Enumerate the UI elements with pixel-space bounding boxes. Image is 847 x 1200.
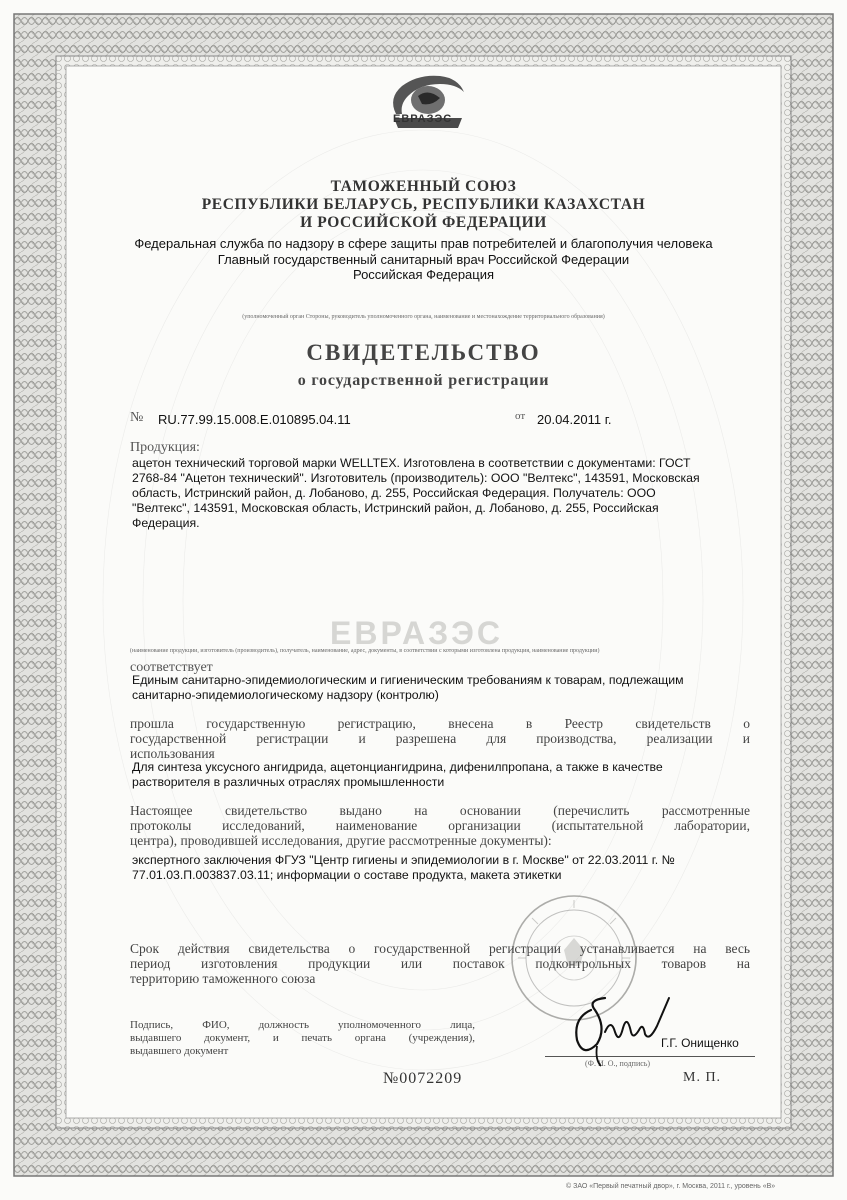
validity-line: территорию таможенного союза (130, 971, 316, 986)
basis-statement (130, 803, 750, 848)
header-line-3: И РОССИЙСКОЙ ФЕДЕРАЦИИ (300, 214, 547, 231)
basis-documents (132, 853, 772, 883)
usage-line: растворителя в различных отраслях промышленности (132, 775, 445, 789)
header-line-1: ТАМОЖЕННЫЙ СОЮЗ (330, 178, 517, 195)
compliance-requirements (132, 673, 772, 703)
registration-number: RU.77.99.15.008.Е.010895.04.11 (158, 412, 351, 427)
product-label: Продукция: (130, 440, 200, 455)
registration-statement (130, 716, 750, 761)
usage-line: Для синтеза уксусного ангидрида, ацетонциангидрина, дифенилпропана, а также в качестве (132, 760, 663, 774)
basis-line: протоколы исследований, наименование организации (испытательной лаборатории, (130, 818, 750, 833)
emblem-caption: ЕВРАЗЭС (393, 113, 453, 125)
document-subtitle: о государственной регистрации (297, 372, 550, 389)
statement-line: государственной регистрации и разрешена для производства, реализации и (130, 731, 750, 746)
signature-caption-line: выдавшего документ (130, 1045, 229, 1057)
number-label: № (130, 410, 144, 425)
product-line: Федерация. (132, 516, 200, 530)
document-title: СВИДЕТЕЛЬСТВО (306, 340, 541, 365)
product-line: "Велтекс", 143591, Московская область, Истринский район, д. Лобаново, д. 255, Российская (132, 501, 659, 515)
basis-doc-line: 77.01.03.П.003837.03.11; информации о составе продукта, макета этикетки (132, 868, 562, 882)
authority-line-1: Федеральная служба по надзору в сфере защиты прав потребителей и благополучия человека (134, 236, 713, 251)
date-label: от (515, 410, 526, 422)
product-hint: (наименование продукции, изготовитель (производитель), получатель, наименование, адрес, документы, в соответствии с которыми изготовлена продукция, наименование продукции) (130, 648, 600, 654)
signature-hint: (Ф. И. О., подпись) (585, 1059, 651, 1068)
product-line: область, Истринский район, д. Лобаново, д. 255, Российская Федерация. Получатель: ООО (132, 486, 656, 500)
printer-copyright: © ЗАО «Первый печатный двор», г. Москва, 2011 г., уровень «В» (566, 1183, 776, 1190)
compliance-line: санитарно-эпидемиологическому надзору (контролю) (132, 688, 439, 702)
basis-doc-line: экспертного заключения ФГУЗ "Центр гигиены и эпидемиологии в г. Москве" от 22.03.2011 г. № (132, 853, 675, 867)
validity-line: период изготовления продукции или поставок подконтрольных товаров на (130, 956, 750, 971)
product-description (132, 456, 772, 531)
seal-place-mark: М. П. (683, 1070, 722, 1085)
authority-line-3: Российская Федерация (352, 267, 495, 282)
product-line: ацетон технический торговой марки WELLTEX. Изготовлена в соответствии с документами: ГОСТ (132, 456, 691, 470)
compliance-label: соответствует (130, 660, 213, 675)
handwritten-signature (565, 988, 685, 1068)
serial-number: №0072209 (383, 1070, 463, 1087)
validity-line: Срок действия свидетельства о государственной регистрации устанавливается на весь (130, 941, 750, 956)
product-line: 2768-84 "Ацетон технический". Изготовитель (производитель): ООО "Велтекс", 143591, Московская (132, 471, 700, 485)
authority-line-2: Главный государственный санитарный врач Российской Федерации (217, 252, 630, 267)
signature-caption (130, 1019, 475, 1058)
watermark-text: ЕВРАЗЭС (330, 615, 504, 651)
basis-line: Настоящее свидетельство выдано на основании (перечислить рассмотренные (130, 803, 750, 818)
usage-label: использования (130, 746, 215, 761)
usage-description (132, 760, 772, 790)
signature-caption-line: выдавшего документ, и печать органа (учреждения), (130, 1032, 475, 1044)
registration-date: 20.04.2011 г. (537, 412, 612, 427)
compliance-line: Единым санитарно-эпидемиологическим и гигиеническим требованиям к товарам, подлежащим (132, 673, 684, 687)
signature-caption-line: Подпись, ФИО, должность уполномоченного лица, (130, 1019, 475, 1031)
basis-line: центра), проводившей исследования, другие рассмотренные документы): (130, 833, 552, 848)
validity-statement (130, 941, 750, 986)
header-line-2: РЕСПУБЛИКИ БЕЛАРУСЬ, РЕСПУБЛИКИ КАЗАХСТАН (201, 196, 646, 213)
signatory-name: Г.Г. Онищенко (661, 1036, 739, 1050)
authority-hint: (уполномоченный орган Стороны, руководитель уполномоченного органа, наименование и местонахождение территориального образования) (242, 314, 605, 320)
statement-line: прошла государственную регистрацию, внесена в Реестр свидетельств о (130, 716, 750, 731)
